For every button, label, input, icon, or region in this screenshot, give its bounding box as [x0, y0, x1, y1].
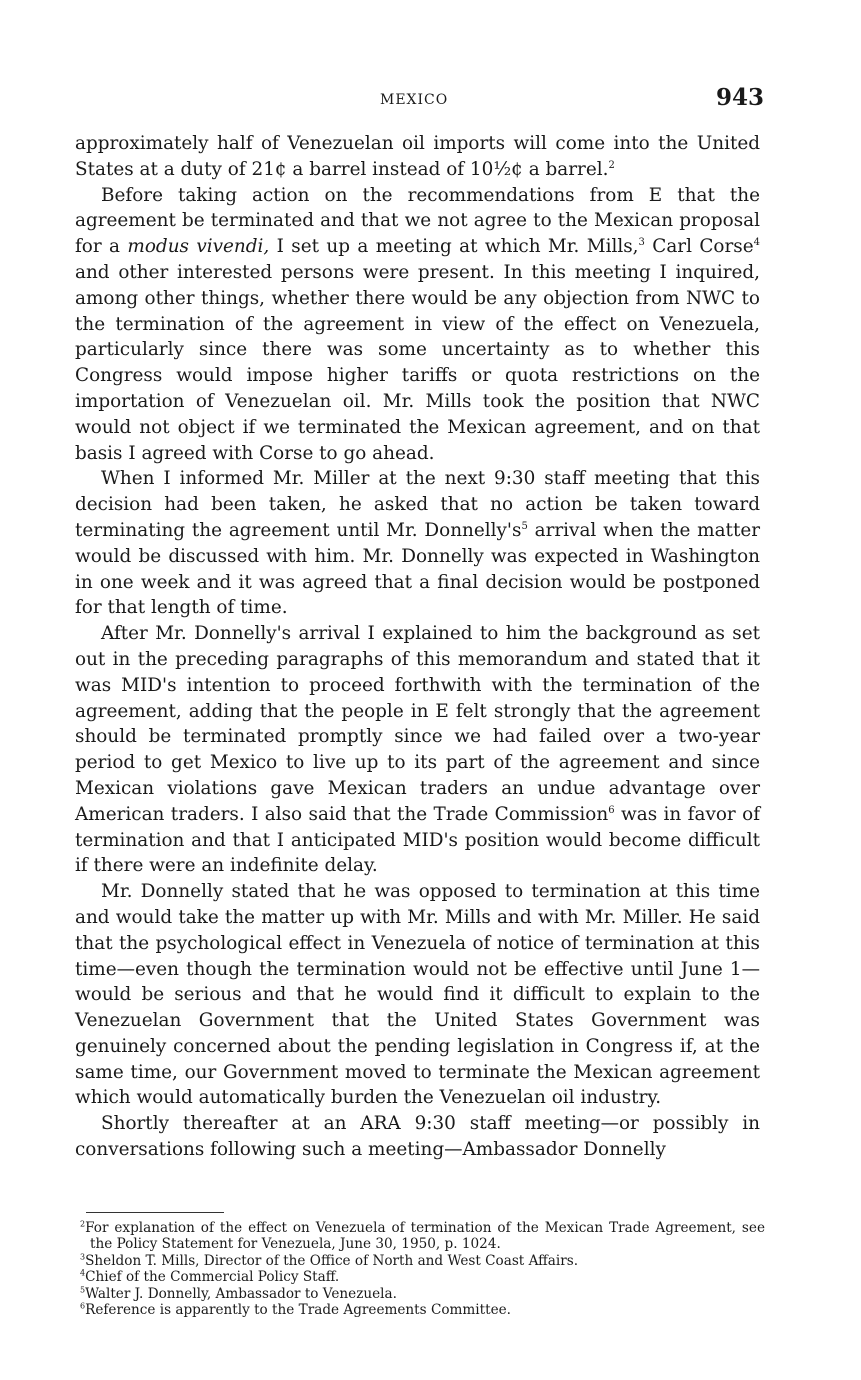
footnote [80, 1302, 765, 1318]
text-segment: and other interested persons were present. In this meeting I inquired, among other things, whether there would be any objection from NWC to the termination of the agreement in view of the effect on Venezuela, particularly since there was some uncertainty as to whether this Congress would impose higher tariffs or quota restrictions on the importation of Venezuelan oil. Mr. Mills took the position that NWC would not object if we terminated the Mexican agreement, and on that basis I agreed with Corse to go ahead. [75, 261, 760, 464]
text-segment: Before taking action on the recommendations from E that the agreement be terminated and that we not agree to the Mexican proposal for a [75, 184, 760, 258]
paragraph [75, 621, 760, 879]
text-segment: arrival when the matter would be discussed with him. Mr. Donnelly was expected in Washington in one week and it was agreed that a final decision would be postponed for that length of time. [75, 519, 761, 619]
text-segment: was in favor of termination and that I anticipated MID's position would become difficult if there were an indefinite delay. [75, 803, 760, 877]
footnote-text: Walter J. Donnelly, Ambassador to Venezuela. [85, 1285, 397, 1302]
footnote-text: Sheldon T. Mills, Director of the Office of North and West Coast Affairs. [85, 1252, 579, 1269]
footnote [80, 1253, 765, 1269]
paragraph [75, 131, 760, 183]
footnote-text: Chief of the Commercial Policy Staff. [85, 1269, 340, 1286]
body-text [75, 131, 760, 1163]
footnote-mark: 6 [80, 1301, 86, 1311]
text-segment: Shortly thereafter at an ARA 9:30 staff meeting—or possibly in conversations following such a meeting—Ambassador Donnelly [75, 1113, 760, 1161]
footnote-text: For explanation of the effect on Venezuela of termination of the Mexican Trade Agreement, see the Policy Statement for Venezuela, June 30, 1950, p. 1024. [85, 1220, 765, 1253]
text-segment: approximately half of Venezuelan oil imports will come into the United States at a duty of 21¢ a barrel instead of 10½¢ a barrel. [75, 133, 760, 180]
text-segment: When I informed Mr. Miller at the next 9:30 staff meeting that this decision had been taken, he asked that no action be taken toward terminating the agreement until Mr. Donnelly's [75, 468, 760, 541]
footnote-reference: 5 [521, 520, 528, 532]
footnote-reference: 4 [753, 237, 760, 249]
text-segment: Carl Corse [644, 236, 754, 258]
footnote-mark: 3 [80, 1252, 86, 1262]
paragraph [75, 1111, 760, 1163]
footnote-mark: 5 [80, 1285, 86, 1295]
paragraph [75, 879, 760, 1111]
footnote-reference: 2 [608, 159, 615, 171]
text-segment: After Mr. Donnelly's arrival I explained to him the background as set out in the preceding paragraphs of this memorandum and stated that it was MID's intention to proceed forthwith with the termination of the agreement, adding that the people in E felt strongly that the agreement should be terminated promptly since we had failed over a two-year period to get Mexico to live up to its part of the agreement and since Mexican violations gave Mexican traders an undue advantage over American traders. I also said that the Trade Commission [75, 623, 760, 825]
page-number: 943 [716, 84, 765, 111]
footnotes [80, 1220, 765, 1318]
paragraph [75, 183, 760, 467]
footnote-mark: 4 [80, 1268, 86, 1278]
footnote-divider [86, 1212, 224, 1213]
text-segment: Mr. Donnelly stated that he was opposed to termination at this time and would take the matter up with Mr. Mills and with Mr. Miller. He said that the psychological effect in Venezuela of notice of termination at this time—even though the termination would not be effective until June 1—would be serious and that he would find it difficult to explain to the Venezuelan Government that the United States Government was genuinely concerned about the pending legislation in Congress if, at the same time, our Government moved to terminate the Mexican agreement which would automatically burden the Venezuelan oil industry. [75, 881, 760, 1109]
footnote [80, 1269, 765, 1285]
text-segment: modus vivendi, [127, 236, 270, 258]
paragraph [75, 466, 760, 621]
footnote-text: Reference is apparently to the Trade Agreements Committee. [85, 1302, 511, 1319]
footnote [80, 1286, 765, 1302]
footnote-reference: 6 [608, 804, 615, 816]
running-head: MEXICO [380, 92, 449, 108]
footnote-reference: 3 [638, 237, 645, 249]
text-segment: I set up a meeting at which Mr. Mills, [269, 236, 639, 258]
footnote-mark: 2 [80, 1219, 86, 1229]
footnote [80, 1220, 765, 1253]
